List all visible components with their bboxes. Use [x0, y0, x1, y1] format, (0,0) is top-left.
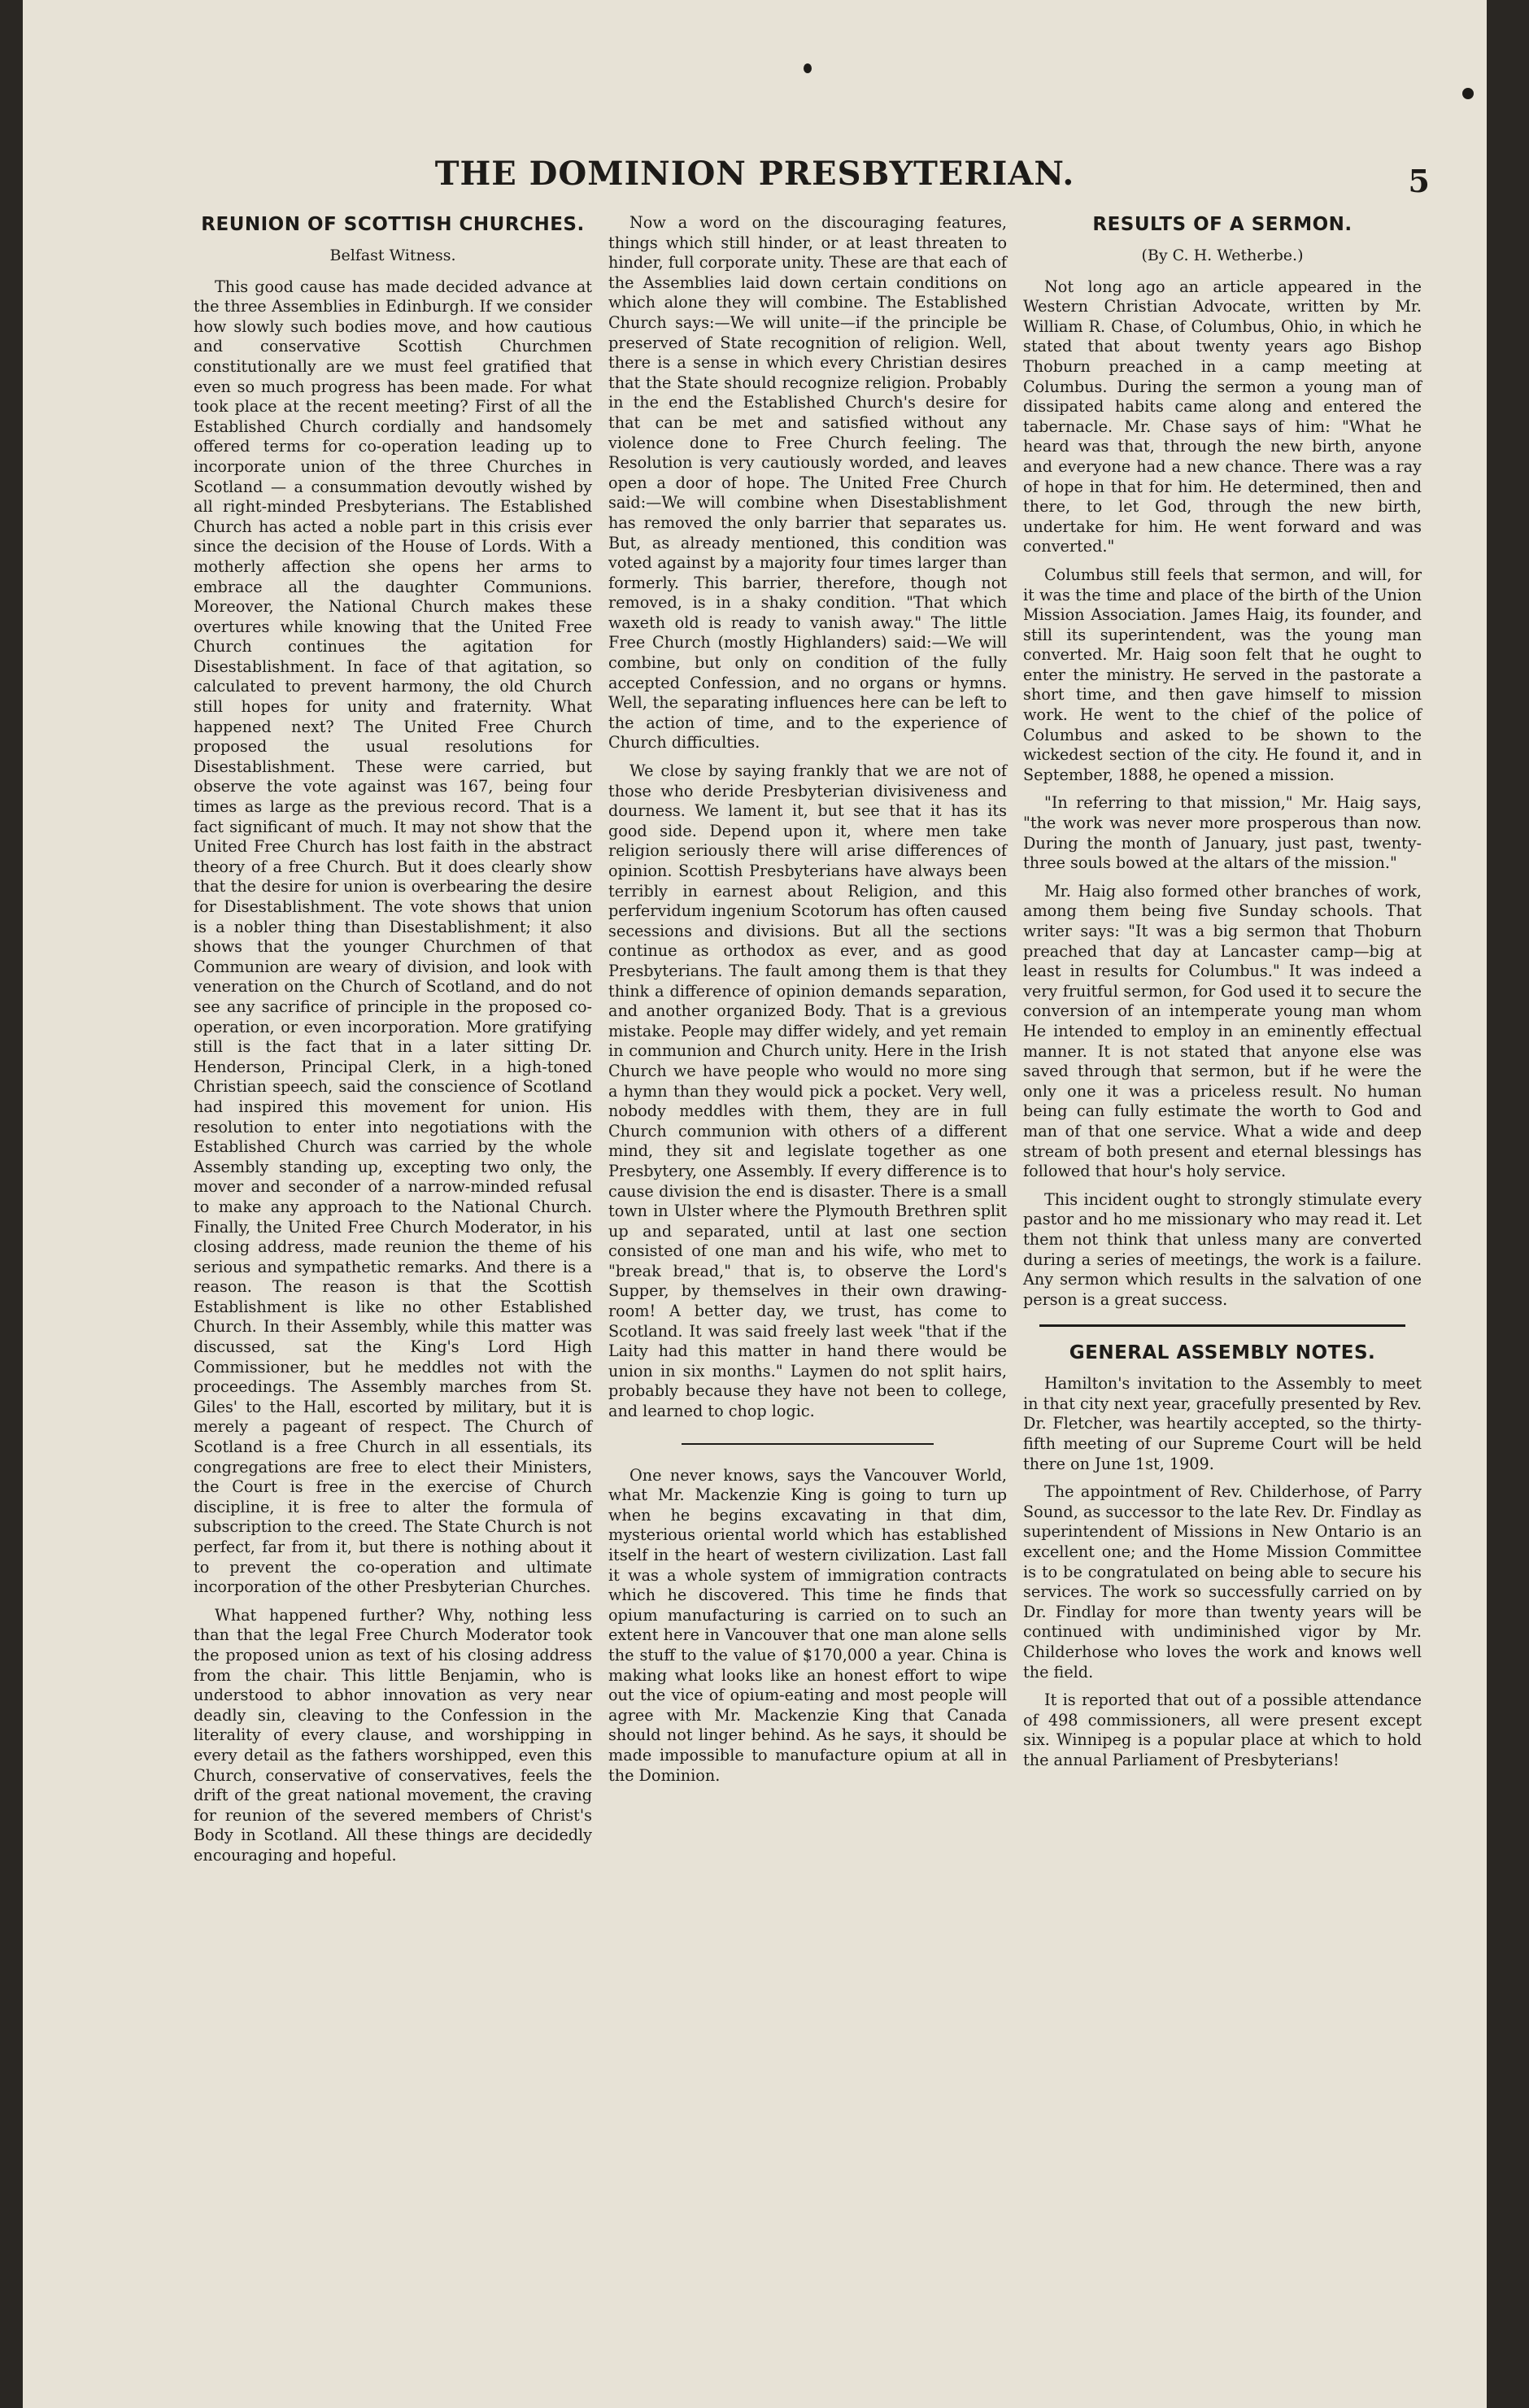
article-paragraph: Mr. Haig also formed other branches of work, among them being five Sunday schools. That writer says: "It was a big sermon that Thoburn preached that day at Lancaster camp—big at least in results for Columbus." It was indeed a very fruitful sermon, for God used it to secure the conversion of an intemperate young man whom He intended to employ in an eminently effectual manner. It is not stated that anyone else was saved through that sermon, but if he were the only one it was a priceless result. No human being can fully estimate the worth to God and man of that one service. What a wide and deep stream of both present and eternal blessings has followed that hour's holy service.: [1023, 881, 1422, 1181]
article-paragraph: Columbus still feels that sermon, and will, for it was the time and place of the birth of the Union Mission Association. James Haig, its founder, and still its superintendent, was the young man converted. Mr. Haig soon felt that he ought to enter the ministry. He served in the pastorate a short time, and then gave himself to mission work. He went to the chief of the police of Columbus and asked to be shown to the wickedest section of the city. He found it, and in September, 1888, he opened a mission.: [1023, 565, 1422, 784]
article-title-reunion: REUNION OF SCOTTISH CHURCHES.: [201, 214, 585, 235]
section-divider-rule: [1039, 1324, 1405, 1327]
article-paragraph: Not long ago an article appeared in the Western Christian Advocate, written by Mr. William R. Chase, of Columbus, Ohio, in which he stated that about twenty years ago Bishop Thoburn preached in a camp meeting at Columbus. During the sermon a young man of dissipated habits came along and entered the tabernacle. Mr. Chase says of him: "What he heard was that, through the new birth, anyone and everyone had a new chance. There was a ray of hope in that for him. He determined, then and there, to let God, through the new birth, undertake for him. He went forward and was converted.": [1023, 277, 1422, 556]
newspaper-page: [23, 0, 1487, 2408]
page-header: [23, 155, 1487, 203]
ink-speck: [1462, 88, 1474, 99]
article-paragraph: This good cause has made decided advance at the three Assemblies in Edinburgh. If we consider how slowly such bodies move, and how cautious and conservative Scottish Churchmen constitutionally are we must feel gratified that even so much progress has been made. For what took place at the recent meeting? First of all the Established Church cordially and handsomely offered terms for co-operation leading up to incorporate union of the three Churches in Scotland — a consummation devoutly wished by all right-minded Presbyterians. The Established Church has acted a noble part in this crisis ever since the decision of the House of Lords. With a motherly affection she opens her arms to embrace all the daughter Communions. Moreover, the National Church makes these overtures while knowing that the United Free Church continues the agitation for Disestablishment. In face of that agitation, so calculated to prevent harmony, the old Church still hopes for unity and fraternity. What happened next? The United Free Church proposed the usual resolutions for Disestablishment. These were carried, but observe the vote against was 167, being four times as large as the previous record. That is a fact significant of much. It may not show that the United Free Church has lost faith in the abstract theory of a free Church. But it does clearly show that the desire for union is overbearing the desire for Disestablishment. The vote shows that union is a nobler thing than Disestablishment; it also shows that the younger Churchmen of that Communion are weary of division, and look with veneration on the Church of Scotland, and do not see any sacrifice of principle in the proposed co-operation, or even incorporation. More gratifying still is the fact that in a later sitting Dr. Henderson, Principal Clerk, in a high-toned Christian speech, said the conscience of Scotland had inspired this movement for union. His resolution to enter into negotiations with the Established Church was carried by the whole Assembly standing up, excepting two only, the mover and seconder of a narrow-minded refusal to make any approach to the National Church. Finally, the United Free Church Moderator, in his closing address, made reunion the theme of his serious and sympathetic remarks. And there is a reason. The reason is that the Scottish Establishment is like no other Established Church. In their Assembly, while this matter was discussed, sat the King's Lord High Commissioner, but he meddles not with the proceedings. The Assembly marches from St. Giles' to the Hall, escorted by military, but it is merely a pageant of respect. The Church of Scotland is a free Church in all essentials, its congregations are free to elect their Ministers, the Court is free in the exercise of Church discipline, it is free to alter the formula of subscription to the creed. The State Church is not perfect, far from it, but there is nothing about it to prevent the co-operation and ultimate incorporation of the other Presbyterian Churches.: [194, 277, 592, 1597]
page-number: 5: [1408, 163, 1430, 199]
article-paragraph: "In referring to that mission," Mr. Haig says, "the work was never more prosperous than now. During the month of January, just past, twenty-three souls bowed at the altars of the mission.": [1023, 793, 1422, 873]
article-paragraph: The appointment of Rev. Childerhose, of Parry Sound, as successor to the late Rev. Dr. Findlay as superintendent of Missions in New Ontario is an excellent one; and the Home Mission Committee is to be congratulated on being able to secure his services. The work so successfully carried on by Dr. Findlay for more than twenty years will be continued with undiminished vigor by Mr. Childerhose who loves the work and knows well the field.: [1023, 1482, 1422, 1682]
article-paragraph: Now a word on the discouraging features, things which still hinder, or at least threaten to hinder, full corporate unity. These are that each of the Assemblies laid down certain conditions on which alone they will combine. The Established Church says:—We will unite—if the principle be preserved of State recognition of religion. Well, there is a sense in which every Christian desires that the State should recognize religion. Probably in the end the Established Church's desire for that can be met and satisfied without any violence done to Free Church feeling. The Resolution is very cautiously worded, and leaves open a door of hope. The United Free Church said:—We will combine when Disestablishment has removed the only barrier that separates us. But, as already mentioned, this condition was voted against by a majority four times larger than formerly. This barrier, therefore, though not removed, is in a shaky condition. "That which waxeth old is ready to vanish away." The little Free Church (mostly Highlanders) said:—We will combine, but only on condition of the fully accepted Confession, and no organs or hymns. Well, the separating influences here can be left to the action of time, and to the experience of Church difficulties.: [608, 213, 1007, 752]
column-divider-rule: [682, 1443, 934, 1445]
article-byline-sermon: (By C. H. Wetherbe.): [1141, 246, 1304, 264]
article-paragraph: One never knows, says the Vancouver World, what Mr. Mackenzie King is going to turn up when he begins excavating in that dim, mysterious oriental world which has established itself in the heart of western civilization. Last fall it was a whole system of immigration contracts which he discovered. This time he finds that opium manufacturing is carried on to such an extent here in Vancouver that one man alone sells the stuff to the value of $170,000 a year. China is making what looks like an honest effort to wipe out the vice of opium-eating and most people will agree with Mr. Mackenzie King that Canada should not linger behind. As he says, it should be made impossible to manufacture opium at all in the Dominion.: [608, 1465, 1007, 1785]
article-paragraph: Hamilton's invitation to the Assembly to meet in that city next year, gracefully presented by Rev. Dr. Fletcher, was heartily accepted, so the thirty-fifth meeting of our Supreme Court will be held there on June 1st, 1909.: [1023, 1374, 1422, 1473]
article-title-sermon: RESULTS OF A SERMON.: [1092, 214, 1353, 235]
column-2: [608, 213, 1007, 1794]
column-1: [194, 213, 592, 1874]
article-paragraph: We close by saying frankly that we are not of those who deride Presbyterian divisiveness and dourness. We lament it, but see that it has its good side. Depend upon it, where men take religion seriously there will arise differences of opinion. Scottish Presbyterians have always been terribly in earnest about Religion, and this perfervidum ingenium Scotorum has often caused secessions and divisions. But all the sections continue as orthodox as ever, and as good Presbyterians. The fault among them is that they think a difference of opinion demands separation, and another organized Body. That is a grevious mistake. People may differ widely, and yet remain in communion and Church unity. Here in the Irish Church we have people who would no more sing a hymn than they would pick a pocket. Very well, nobody meddles with them, they are in full Church communion with others of a different mind, they sit and legislate together as one Presbytery, one Assembly. If every difference is to cause division the end is disaster. There is a small town in Ulster where the Plymouth Brethren split up and separated, until at last one section consisted of one man and his wife, who met to "break bread," that is, to observe the Lord's Supper, by themselves in their own drawing-room! A better day, we trust, has come to Scotland. It was said freely last week "that if the Laity had this matter in hand there would be union in six months." Laymen do not split hairs, probably because they have not been to college, and learned to chop logic.: [608, 761, 1007, 1421]
article-title-assembly: GENERAL ASSEMBLY NOTES.: [1069, 1342, 1376, 1364]
article-source-reunion: Belfast Witness.: [329, 246, 456, 264]
masthead-title: THE DOMINION PRESBYTERIAN.: [434, 155, 1075, 193]
column-3: [1023, 213, 1422, 1779]
ink-speck: [804, 63, 812, 73]
article-paragraph: It is reported that out of a possible attendance of 498 commissioners, all were present except six. Winnipeg is a popular place at which to hold the annual Parliament of Presbyterians!: [1023, 1690, 1422, 1769]
article-paragraph: What happened further? Why, nothing less than that the legal Free Church Moderator took the proposed union as text of his closing address from the chair. This little Benjamin, who is understood to abhor innovation as very near deadly sin, cleaving to the Confession in the literality of every clause, and worshipping in every detail as the fathers worshipped, even this Church, conservative of conservatives, feels the drift of the great national movement, the craving for reunion of the severed members of Christ's Body in Scotland. All these things are decidedly encouraging and hopeful.: [194, 1605, 592, 1865]
article-paragraph: This incident ought to strongly stimulate every pastor and ho me missionary who may read it. Let them not think that unless many are converted during a series of meetings, the work is a failure. Any sermon which results in the salvation of one person is a great success.: [1023, 1189, 1422, 1309]
